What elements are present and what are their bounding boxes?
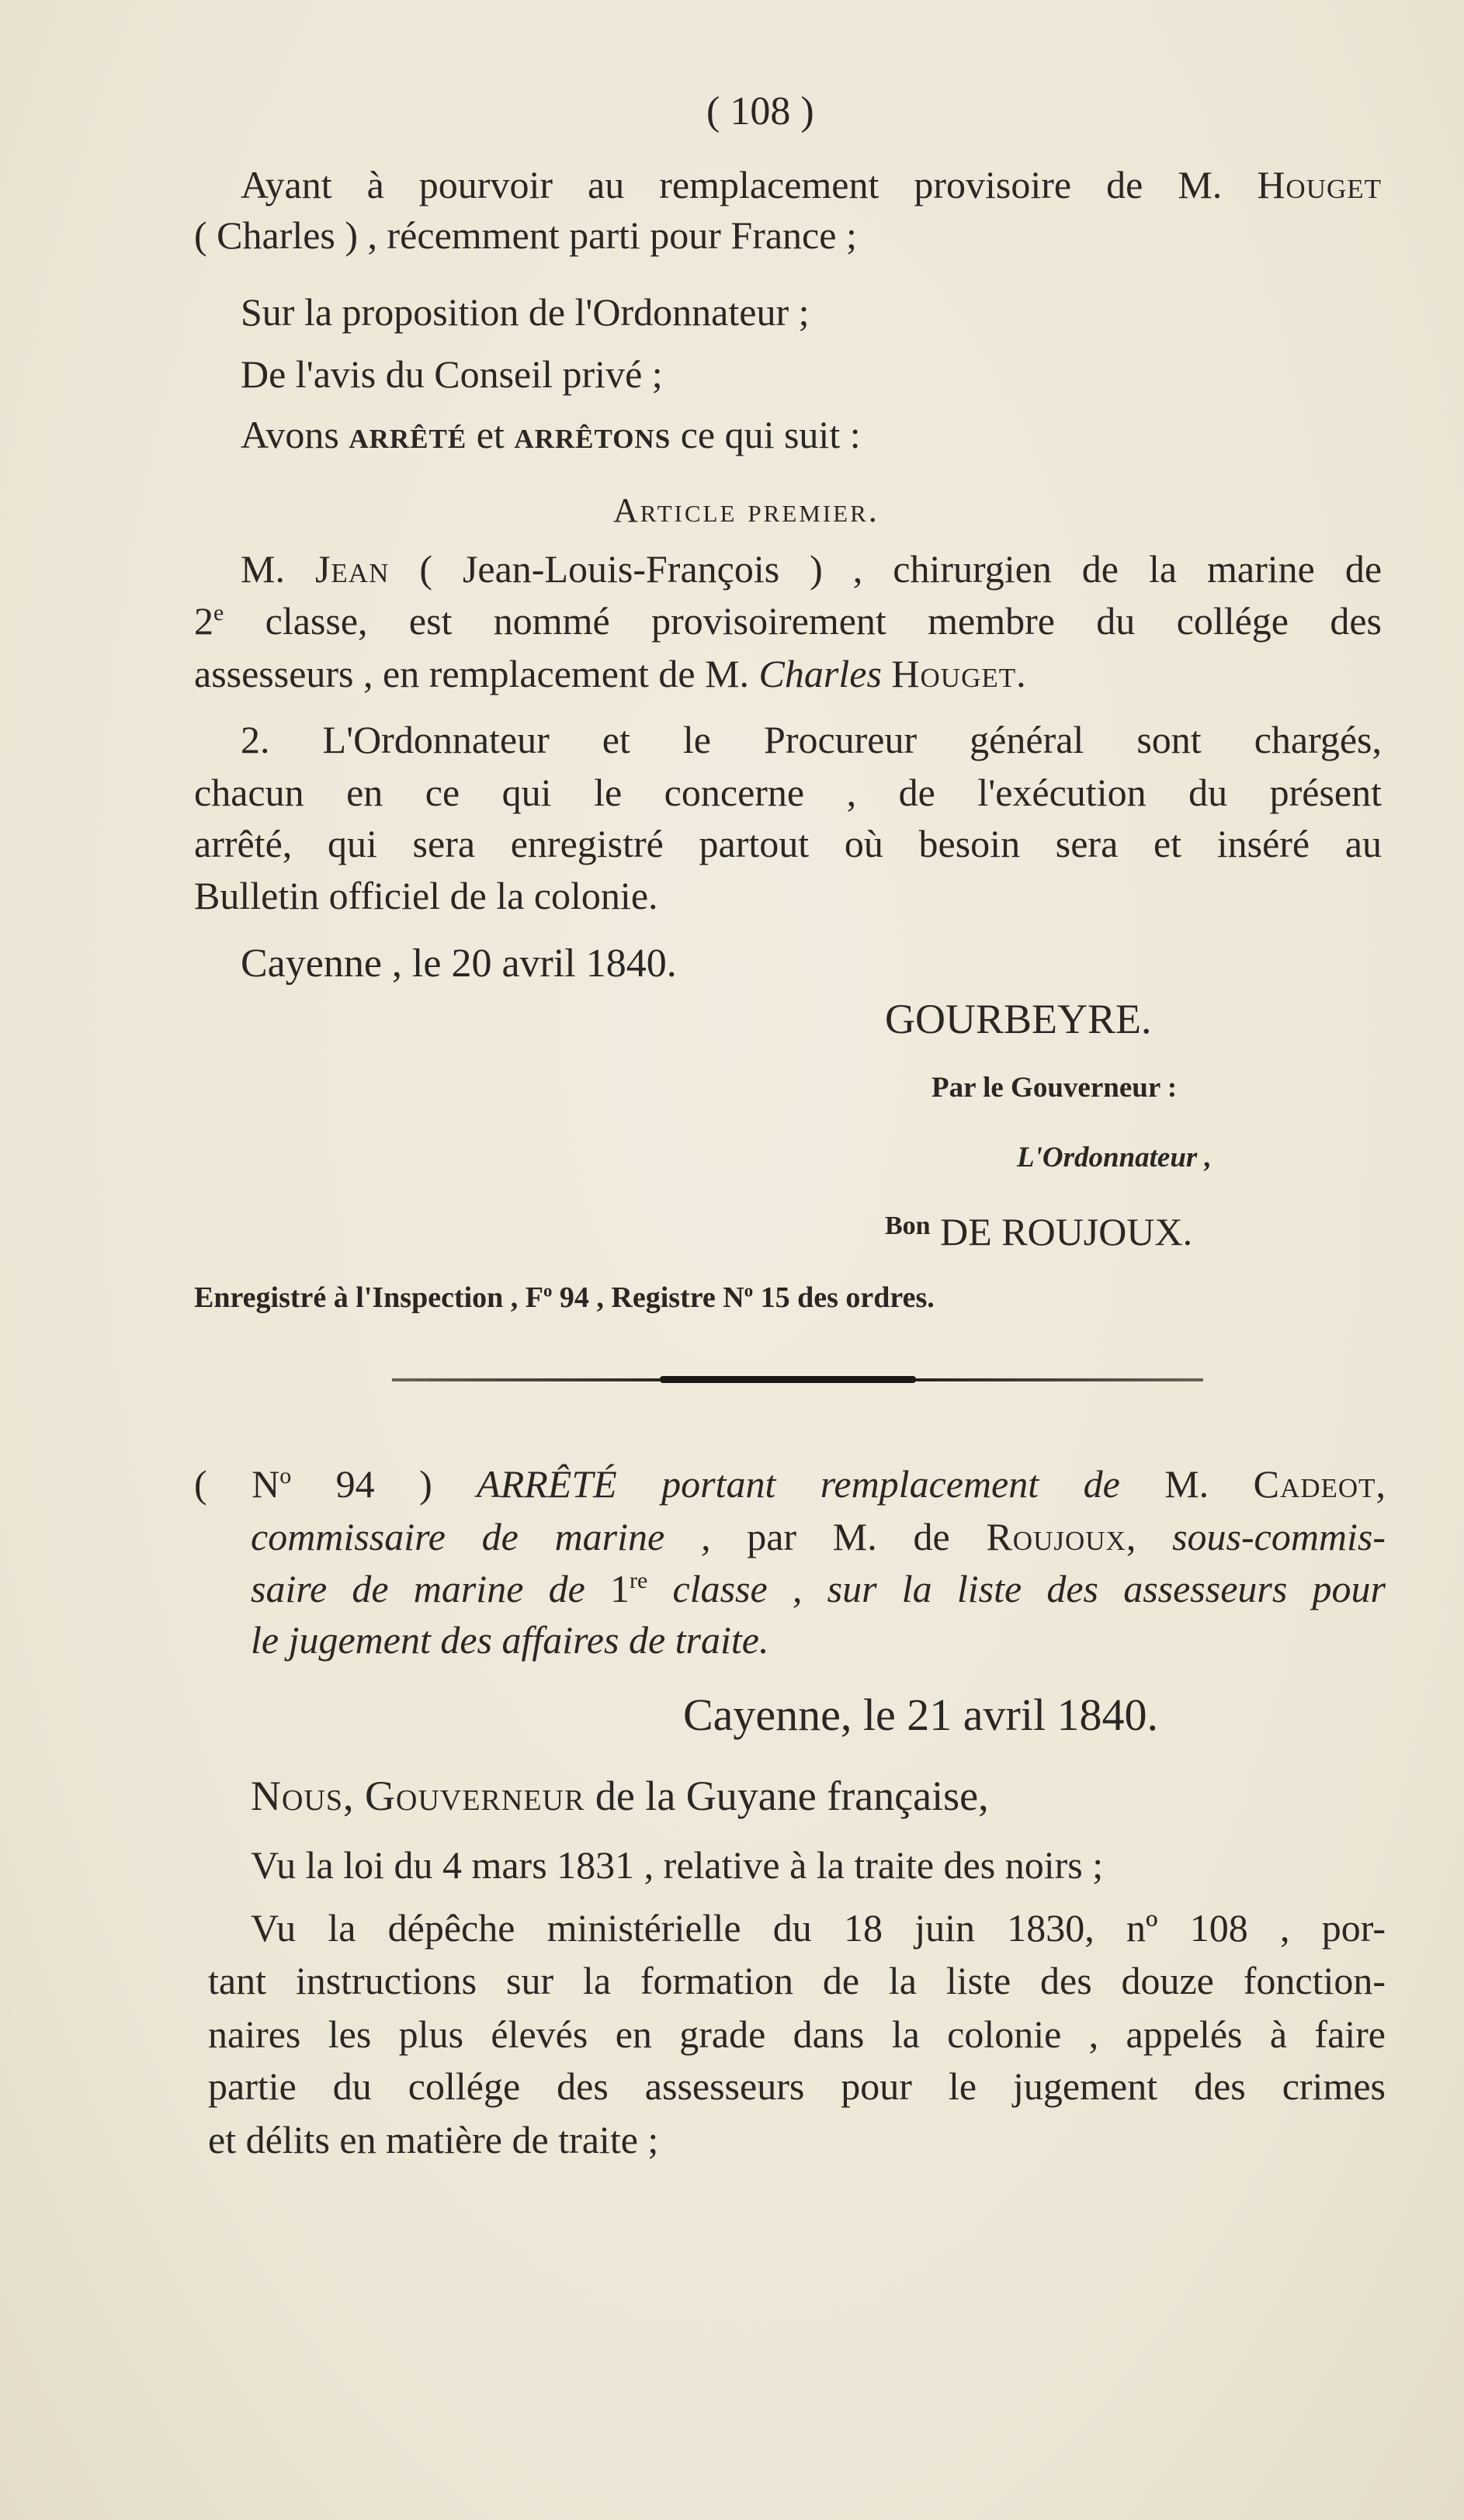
heading-line: commissaire de marine , par M. de Roujoux, sous-commis- — [251, 1515, 1386, 1558]
paragraph-line: 2e classe, est nommé provisoirement membre du collége des — [194, 599, 1382, 643]
paragraph-line: tant instructions sur la formation de la liste des douze fonction- — [208, 1959, 1386, 2002]
paragraph-line: assesseurs , en remplacement de M. Charles Houget. — [194, 652, 1026, 695]
registration-note: Enregistré à l'Inspection , $F^o$ 94 , Registre $N^o$ 15 des ordres. — [194, 1281, 935, 1314]
date-line: Cayenne, le 21 avril 1840. — [683, 1690, 1159, 1740]
heading-line: ( $N^o$ 94 ) ARRÊTÉ portant remplacement de M. Cadeot, — [194, 1462, 1386, 1506]
section-divider-center — [660, 1376, 916, 1383]
signature-title: L'Ordonnateur , — [1017, 1142, 1212, 1173]
paragraph-line: Avons arrêté et arrêtons ce qui suit : — [241, 413, 861, 456]
paragraph-line: Vu la loi du 4 mars 1831 , relative à la traite des noirs ; — [251, 1843, 1104, 1887]
paragraph-line: naires les plus élevés en grade dans la colonie , appelés à faire — [208, 2012, 1386, 2056]
paragraph-line: arrêté, qui sera enregistré partout où besoin sera et inséré au — [194, 822, 1382, 865]
signature-name: GOURBEYRE. — [885, 996, 1152, 1042]
article-heading: Article premier. — [613, 491, 879, 529]
paragraph-line: Bulletin officiel de la colonie. — [194, 874, 658, 917]
paragraph-line: M. Jean ( Jean-Louis-François ) , chirurgien de la marine de — [241, 547, 1382, 591]
heading-line: le jugement des affaires de traite. — [251, 1618, 769, 1662]
page-number: ( 108 ) — [706, 89, 814, 133]
paragraph-line: Nous, Gouverneur de la Guyane française, — [251, 1773, 989, 1819]
paragraph-line: Ayant à pourvoir au remplacement provisoire de M. Houget — [241, 163, 1382, 206]
paragraph-line: 2. L'Ordonnateur et le Procureur général sont chargés, — [241, 718, 1382, 761]
heading-line: saire de marine de 1re classe , sur la liste des assesseurs pour — [251, 1567, 1386, 1610]
date-line: Cayenne , le 20 avril 1840. — [241, 941, 677, 986]
paragraph-line: chacun en ce qui le concerne , de l'exécution du présent — [194, 771, 1382, 814]
paragraph-line: et délits en matière de traite ; — [208, 2118, 659, 2161]
signature-baron: $^{Bon}$ DE ROUJOUX. — [885, 1210, 1193, 1253]
paragraph-line: De l'avis du Conseil privé ; — [241, 352, 663, 396]
paragraph-line: Vu la dépêche ministérielle du 18 juin 1830, nº 108 , por- — [251, 1906, 1386, 1950]
paragraph-line: Sur la proposition de l'Ordonnateur ; — [241, 290, 810, 334]
paragraph-line: ( Charles ) , récemment parti pour France ; — [194, 213, 857, 257]
paragraph-line: partie du collége des assesseurs pour le jugement des crimes — [208, 2064, 1386, 2108]
signature-by: Par le Gouverneur : — [931, 1072, 1178, 1104]
